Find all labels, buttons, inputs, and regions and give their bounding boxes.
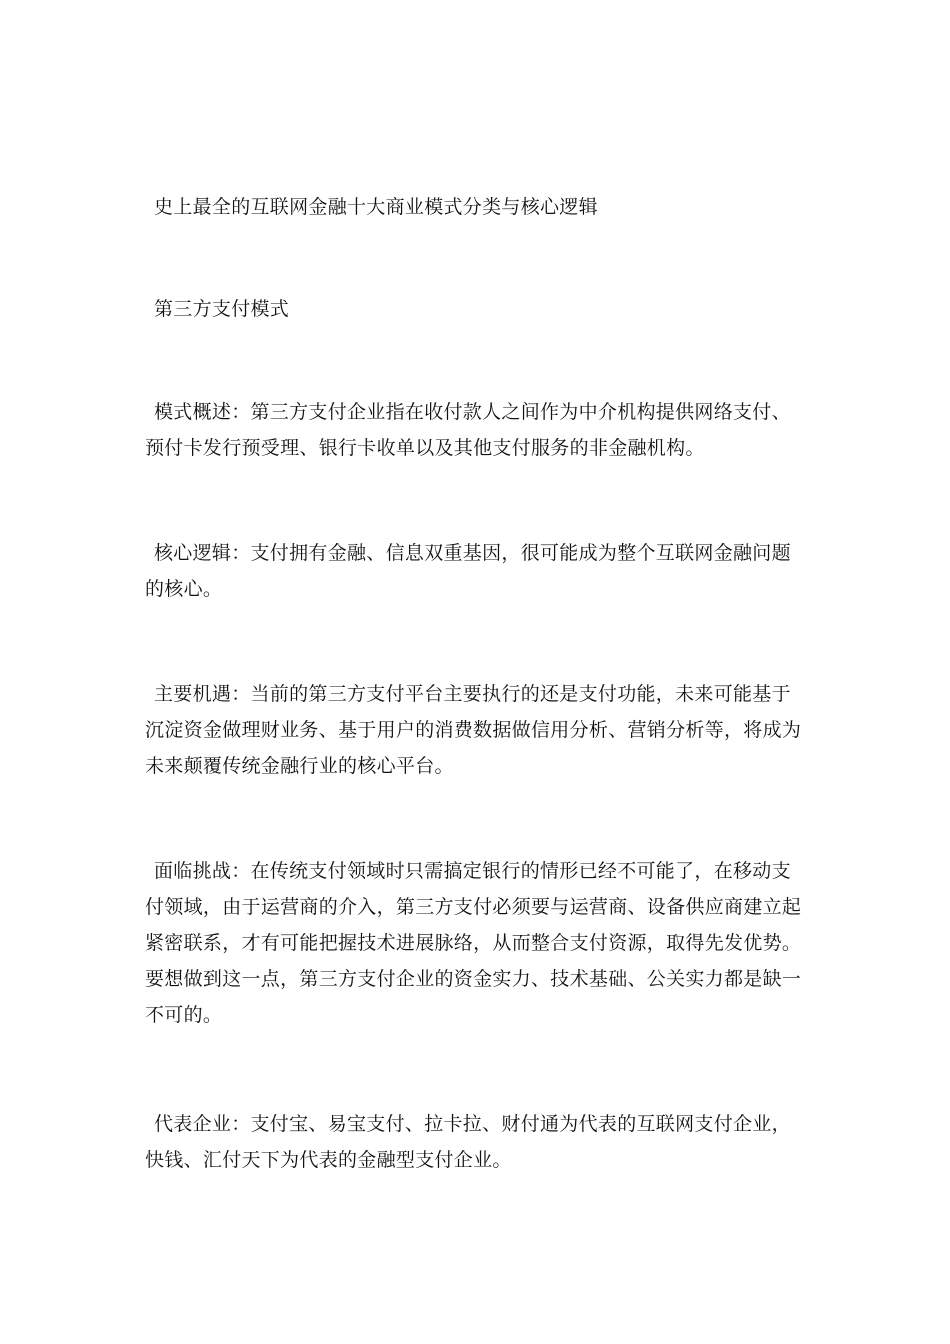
section-heading-text: 第三方支付模式 (154, 298, 290, 320)
paragraph-overview-text: 模式概述：第三方支付企业指在收付款人之间作为中介机构提供网络支付、预付卡发行预受理、银行卡收单以及其他支付服务的非金融机构。 (145, 401, 791, 459)
paragraph-challenges (145, 853, 810, 1033)
paragraph-core-logic (145, 535, 810, 607)
document-title (145, 189, 810, 225)
section-heading (145, 291, 810, 327)
document-title-text: 史上最全的互联网金融十大商业模式分类与核心逻辑 (154, 196, 598, 218)
paragraph-challenges-text: 面临挑战：在传统支付领域时只需搞定银行的情形已经不可能了，在移动支付领域，由于运营商的介入，第三方支付必须要与运营商、设备供应商建立起紧密联系，才有可能把握技术进展脉络，从而整合支付资源，取得先发优势。要想做到这一点，第三方支付企业的资金实力、技术基础、公关实力都是缺一不可的。 (145, 860, 802, 1026)
paragraph-opportunities (145, 676, 810, 784)
paragraph-representatives-text: 代表企业：支付宝、易宝支付、拉卡拉、财付通为代表的互联网支付企业，快钱、汇付天下为代表的金融型支付企业。 (145, 1113, 791, 1171)
paragraph-representatives (145, 1106, 810, 1178)
paragraph-overview (145, 394, 810, 466)
paragraph-core-logic-text: 核心逻辑：支付拥有金融、信息双重基因，很可能成为整个互联网金融问题的核心。 (145, 542, 791, 600)
paragraph-opportunities-text: 主要机遇：当前的第三方支付平台主要执行的还是支付功能，未来可能基于沉淀资金做理财业务、基于用户的消费数据做信用分析、营销分析等，将成为未来颠覆传统金融行业的核心平台。 (145, 683, 802, 777)
